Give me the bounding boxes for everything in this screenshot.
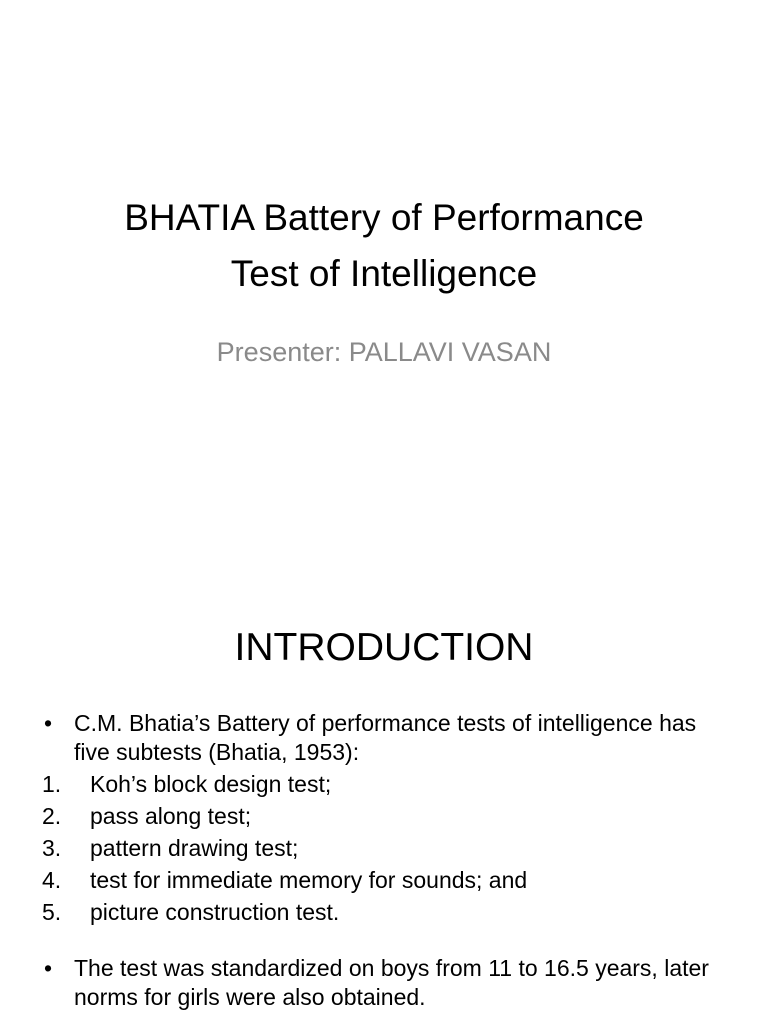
subtest-item [40,866,720,895]
title-line-1: BHATIA Battery of Performance [124,197,644,238]
subtest-item [40,802,720,831]
bullet-text: C.M. Bhatia’s Battery of performance tests of intelligence has five subtests (Bhatia, 1953): [74,710,697,765]
bullet-marker: • [44,710,53,736]
subtest-number: 5. [42,899,62,925]
subtest-number: 3. [42,835,62,861]
title-line-2: Test of Intelligence [230,253,538,294]
introduction-slide [0,576,768,1024]
subtest-number: 1. [42,771,62,797]
subtest-text: pass along test; [90,803,252,829]
slide-body [40,709,720,1015]
bullet-text: The test was standardized on boys from 11 to 16.5 years, later norms for girls were also obtained. [74,955,709,1010]
subtest-text: test for immediate memory for sounds; and [90,867,528,893]
bullet-item [40,954,720,1012]
slide-title [40,190,728,302]
subtest-item [40,834,720,863]
presenter-subtitle: Presenter: PALLAVI VASAN [216,337,552,367]
subtest-item [40,898,720,927]
spacer [40,930,720,954]
subtest-number: 2. [42,803,62,829]
subtest-text: pattern drawing test; [90,835,299,861]
subtest-item [40,770,720,799]
subtest-text: Koh’s block design test; [90,771,332,797]
bullet-marker: • [44,955,53,981]
introduction-heading: INTRODUCTION [234,626,534,669]
subtest-text: picture construction test. [90,899,340,925]
subtest-number: 4. [42,867,62,893]
bullet-item [40,709,720,767]
